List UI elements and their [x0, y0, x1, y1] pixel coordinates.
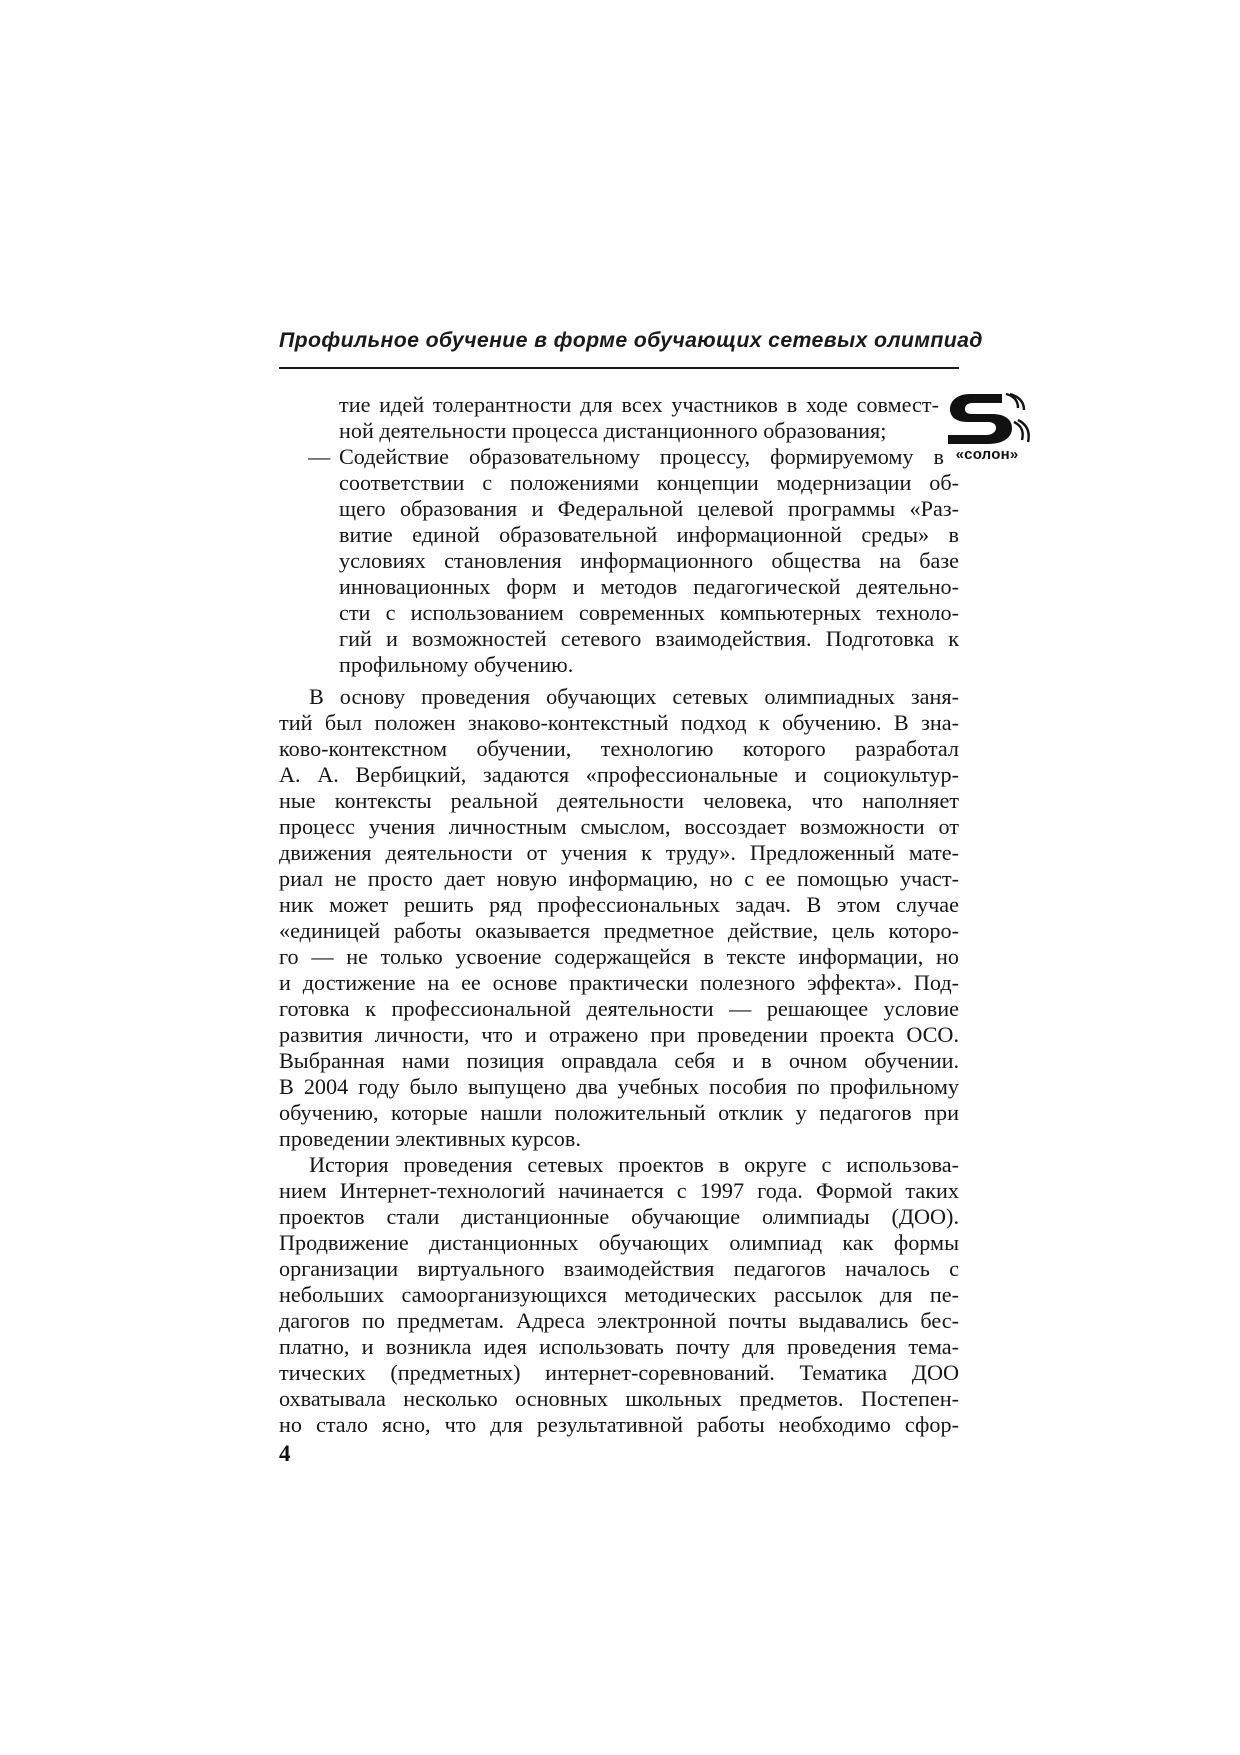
- text-line: охватывала несколько основных школьных предметов. Постепен-: [279, 1386, 959, 1411]
- text-line: Выбранная нами позиция оправдала себя и в очном обучении.: [279, 1048, 959, 1073]
- text-line: ные контексты реальной деятельности человека, что наполняет: [279, 788, 959, 813]
- solon-s-logo-icon: [944, 392, 1030, 448]
- text-line: инновационных форм и методов педагогической деятельно-: [339, 574, 959, 599]
- page-number: 4: [279, 1441, 291, 1466]
- publisher-logo: [944, 392, 1030, 468]
- text-line: тие идей толерантности для всех участников в ходе совмест-: [339, 392, 939, 417]
- header-rule: [279, 367, 959, 369]
- list-dash-marker: —: [308, 444, 331, 469]
- text-line: Содействие образовательному процессу, формируемому в: [339, 444, 944, 469]
- running-head: Профильное обучение в форме обучающих сетевых олимпиад: [279, 328, 983, 352]
- text-line: В 2004 году было выпущено два учебных пособия по профильному: [279, 1074, 959, 1099]
- text-line: го — не только усвоение содержащейся в тексте информации, но: [279, 944, 959, 969]
- text-line: ник может решить ряд профессиональных задач. В этом случае: [279, 892, 959, 917]
- text-line: тий был положен знаково-контекстный подход к обучению. В зна-: [279, 710, 959, 735]
- text-line: тических (предметных) интернет-соревнований. Тематика ДОО: [279, 1360, 959, 1385]
- text-line: движения деятельности от учения к труду». Предложенный мате-: [279, 840, 959, 865]
- text-line: ково-контекстном обучении, технологию которого разработал: [279, 736, 959, 761]
- text-line: В основу проведения обучающих сетевых олимпиадных заня-: [309, 684, 959, 709]
- text-line: платно, и возникла идея использовать почту для проведения тема-: [279, 1334, 959, 1359]
- text-line: риал не просто дает новую информацию, но с ее помощью участ-: [279, 866, 959, 891]
- text-line: профильному обучению.: [339, 652, 574, 677]
- text-line: ной деятельности процесса дистанционного образования;: [339, 418, 887, 443]
- text-line: и достижение на ее основе практически полезного эффекта». Под-: [279, 970, 959, 995]
- text-line: Продвижение дистанционных обучающих олимпиад как формы: [279, 1230, 959, 1255]
- text-line: условиях становления информационного общества на базе: [339, 548, 959, 573]
- text-line: развития личности, что и отражено при проведении проекта ОСО.: [279, 1022, 959, 1047]
- text-line: сти с использованием современных компьютерных техноло-: [339, 600, 959, 625]
- text-line: История проведения сетевых проектов в округе с использова-: [309, 1152, 959, 1177]
- text-line: А. А. Вербицкий, задаются «профессиональные и социокультур-: [279, 762, 959, 787]
- text-line: соответствии с положениями концепции модернизации об-: [339, 470, 959, 495]
- publisher-logo-text: «солон»: [955, 446, 1019, 463]
- text-line: проведении элективных курсов.: [279, 1126, 581, 1151]
- text-line: но стало ясно, что для результативной работы необходимо сфор-: [279, 1412, 959, 1437]
- text-line: проектов стали дистанционные обучающие олимпиады (ДОО).: [279, 1204, 959, 1229]
- text-line: небольших самоорганизующихся методических рассылок для пе-: [279, 1282, 959, 1307]
- text-line: «единицей работы оказывается предметное действие, цель которо-: [279, 918, 959, 943]
- text-line: организации виртуального взаимодействия педагогов началось с: [279, 1256, 959, 1281]
- text-line: готовка к профессиональной деятельности — решающее условие: [279, 996, 959, 1021]
- text-line: витие единой образовательной информационной среды» в: [339, 522, 959, 547]
- text-line: нием Интернет-технологий начинается с 1997 года. Формой таких: [279, 1178, 959, 1203]
- text-line: обучению, которые нашли положительный отклик у педагогов при: [279, 1100, 959, 1125]
- text-line: гий и возможностей сетевого взаимодействия. Подготовка к: [339, 626, 959, 651]
- text-line: процесс учения личностным смыслом, воссоздает возможности от: [279, 814, 959, 839]
- text-line: дагогов по предметам. Адреса электронной почты выдавались бес-: [279, 1308, 959, 1333]
- text-line: щего образования и Федеральной целевой программы «Раз-: [339, 496, 959, 521]
